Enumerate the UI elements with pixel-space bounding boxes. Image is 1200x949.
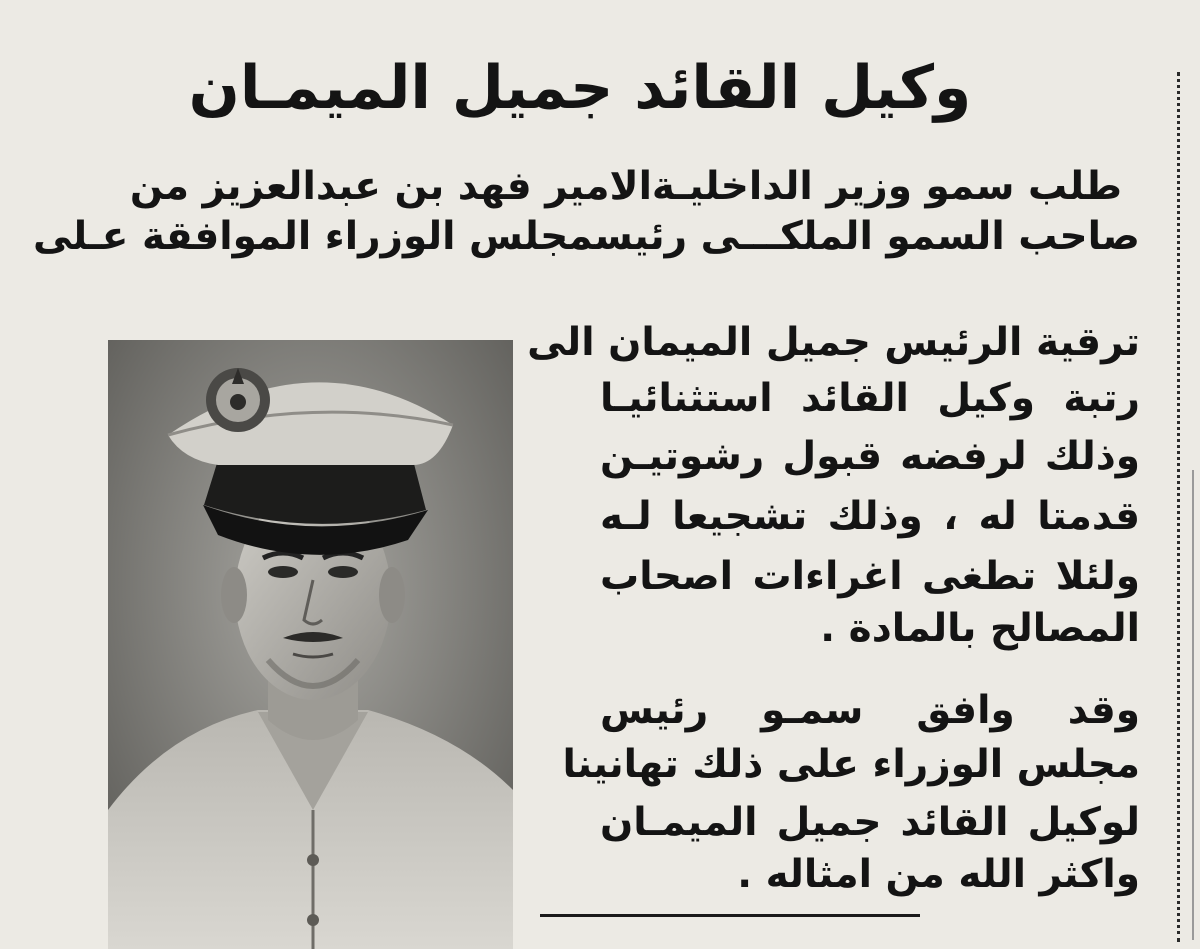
- body-line-6: المصالح بالمادة .: [820, 606, 1140, 651]
- body-line-7: وقد وافق سمـو رئيس: [600, 688, 1140, 733]
- body-line-10: واكثر الله من امثاله .: [737, 852, 1140, 897]
- column-end-rule: [540, 914, 920, 917]
- body-line-8: مجلس الوزراء على ذلك تهانينا: [562, 742, 1140, 787]
- page-edge-line: [1192, 470, 1194, 940]
- body-line-9: لوكيل القائد جميل الميمـان: [600, 800, 1140, 845]
- column-dotted-rule: [1177, 72, 1180, 942]
- body-line-3: وذلك لرفضه قبول رشوتيـن: [600, 434, 1140, 479]
- body-line-2: رتبة وكيل القائد استثنائيـا: [600, 376, 1140, 421]
- lead-line-1: طلب سمو وزير الداخليـةالامير فهد بن عبدالعزيز من: [129, 164, 1122, 209]
- headline: وكيل القائد جميل الميمـان: [188, 53, 972, 123]
- body-line-1: ترقية الرئيس جميل الميمان الى: [527, 320, 1140, 365]
- lead-line-2: صاحب السمو الملكـــى رئيسمجلس الوزراء الموافقة عـلى: [33, 214, 1140, 259]
- officer-portrait-photo: [108, 340, 513, 949]
- body-line-5: ولئلا تطغى اغراءات اصحاب: [600, 554, 1140, 599]
- portrait-illustration: [108, 340, 513, 949]
- body-line-4: قدمتا له ، وذلك تشجيعا لـه: [600, 494, 1140, 539]
